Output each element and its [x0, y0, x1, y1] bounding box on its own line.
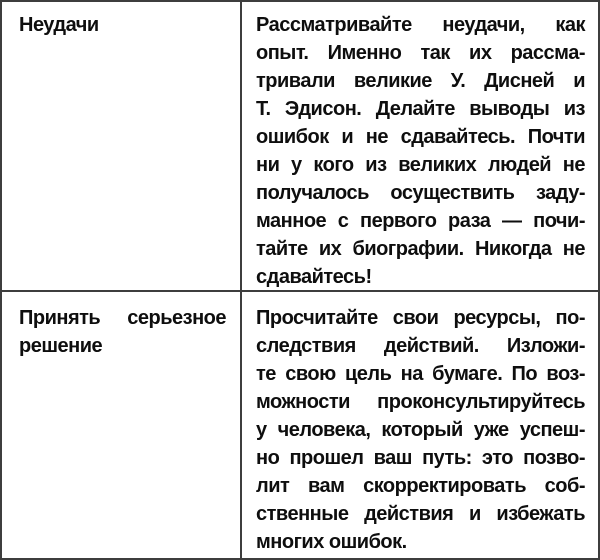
- term-cell-failures: [2, 2, 240, 290]
- definition-line: получалось осуществить заду-: [256, 182, 585, 204]
- definition-line: ственные действия и избежать: [256, 503, 585, 525]
- definition-line: Просчитайте свои ресурсы, по-: [256, 307, 585, 329]
- definition-line: у человека, который уже успеш-: [256, 419, 585, 441]
- definition-line: но прошел ваш путь: это позво-: [256, 447, 585, 469]
- definition-line: сдавайтесь!: [256, 266, 372, 288]
- definition-line: многих ошибок.: [256, 531, 407, 553]
- term-text: решение: [19, 335, 103, 357]
- definition-line: следствия действий. Изложи-: [256, 335, 585, 357]
- definition-line: тривали великие У. Дисней и: [256, 70, 585, 92]
- definition-line: манное с первого раза — почи-: [256, 210, 585, 232]
- definition-line: можности проконсультируйтесь: [256, 391, 585, 413]
- definition-line: лит вам скорректировать соб-: [256, 475, 585, 497]
- term-text: Принять серьезное: [19, 307, 226, 329]
- term-cell-serious-decision: [2, 290, 240, 558]
- definition-line: тайте их биографии. Никогда не: [256, 238, 585, 260]
- definition-cell-serious-decision: [240, 290, 598, 558]
- definition-cell-failures: [240, 2, 598, 290]
- term-text: Неудачи: [19, 14, 99, 36]
- definition-line: ни у кого из великих людей не: [256, 154, 585, 176]
- definition-line: те свою цель на бумаге. По воз-: [256, 363, 585, 385]
- definition-line: опыт. Именно так их рассма-: [256, 42, 585, 64]
- definition-line: ошибок и не сдавайтесь. Почти: [256, 126, 585, 148]
- definition-line: Рассматривайте неудачи, как: [256, 14, 585, 36]
- definition-line: Т. Эдисон. Делайте выводы из: [256, 98, 585, 120]
